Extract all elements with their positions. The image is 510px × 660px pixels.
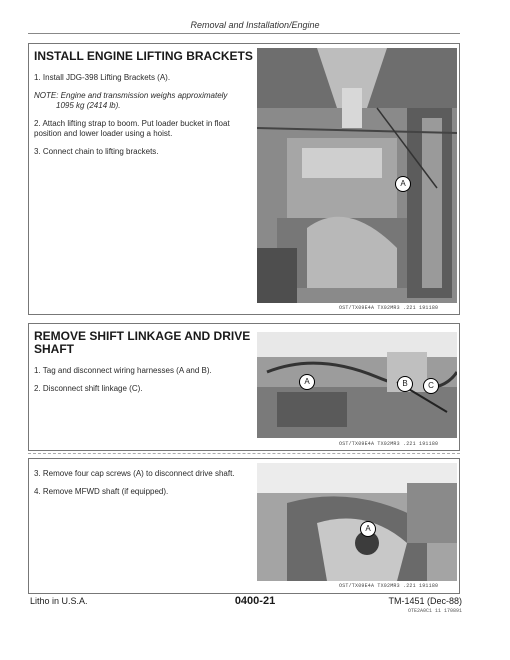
callout-a: A: [299, 374, 315, 390]
callout-c: C: [423, 378, 439, 394]
section-text: [34, 50, 254, 165]
header-rule: [28, 33, 460, 34]
photo-shift-linkage: [257, 332, 457, 438]
photo-drive-shaft: [257, 463, 457, 581]
step-1: 1. Install JDG-398 Lifting Brackets (A).: [34, 73, 171, 82]
note-line-1: NOTE: Engine and transmission weighs approximately: [34, 91, 228, 100]
step-4: 4. Remove MFWD shaft (if equipped).: [34, 487, 169, 496]
callout-a: A: [395, 176, 411, 192]
step-3: 3. Remove four cap screws (A) to disconnect drive shaft.: [34, 469, 235, 478]
photo-caption: OST/TX09E4A TX02MR3 .221 191180: [339, 583, 439, 589]
step-2: 2. Attach lifting strap to boom. Put loader bucket in float position and lower loader using a hoist.: [34, 119, 230, 138]
section-remove-shift-linkage: [28, 323, 460, 451]
step-3: 3. Connect chain to lifting brackets.: [34, 147, 159, 156]
footer-code: OTE2A0C1 11 170891: [407, 608, 462, 614]
callout-a: A: [360, 521, 376, 537]
note-line-2: 1095 kg (2414 lb).: [56, 101, 121, 110]
step-1: 1. Tag and disconnect wiring harnesses (A and B).: [34, 366, 212, 375]
section-install-lifting-brackets: [28, 43, 460, 315]
section-remove-drive-shaft: [28, 458, 460, 594]
callout-b: B: [397, 376, 413, 392]
section-title: INSTALL ENGINE LIFTING BRACKETS: [34, 49, 253, 63]
photo-caption: OST/TX09E4A TX02MR3 .221 191180: [339, 305, 439, 311]
section-text: [34, 469, 254, 505]
section-title: REMOVE SHIFT LINKAGE AND DRIVE SHAFT: [34, 329, 251, 356]
divider: [28, 453, 460, 454]
photo-engine-lifting: [257, 48, 457, 303]
footer-manual-id: TM-1451 (Dec-88): [388, 596, 462, 606]
footer-litho: Litho in U.S.A.: [30, 596, 88, 606]
section-text: [34, 330, 254, 402]
photo-caption: OST/TX09E4A TX02MR3 .221 191180: [339, 441, 439, 447]
step-2: 2. Disconnect shift linkage (C).: [34, 384, 143, 393]
running-header: Removal and Installation/Engine: [190, 20, 320, 30]
page-number: 0400-21: [234, 595, 276, 607]
note: [34, 91, 254, 111]
